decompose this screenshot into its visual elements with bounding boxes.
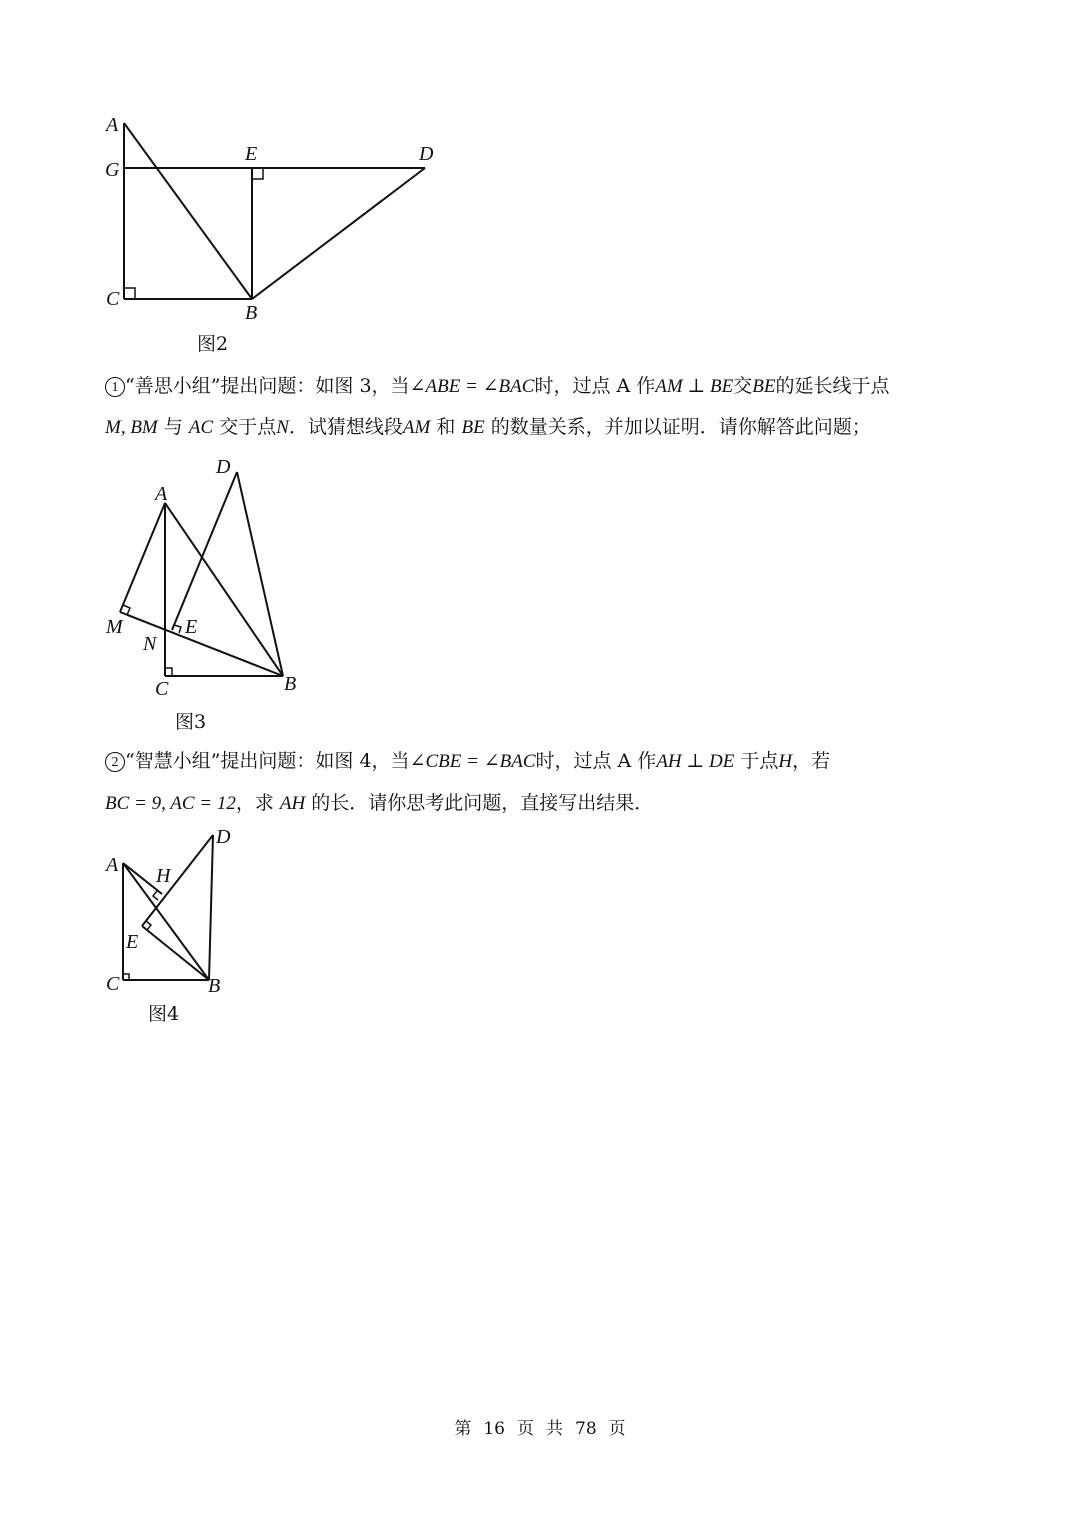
right-angle-mark-H bbox=[153, 891, 158, 900]
figure-4-caption: 图4 bbox=[148, 1003, 180, 1025]
label-C: C bbox=[106, 973, 120, 995]
figure-2-caption: 图2 bbox=[197, 333, 229, 355]
figure-4-diagram bbox=[0, 820, 260, 1000]
label-B: B bbox=[245, 302, 258, 324]
problem-2-line-1: 2 “智慧小组”提出问题：如图 4，当∠CBE = ∠BAC时，过点 A 作AH ⊥ DE 于点H，若 bbox=[105, 741, 830, 782]
label-A: A bbox=[106, 854, 119, 876]
label-B: B bbox=[208, 975, 221, 997]
right-angle-mark-C bbox=[124, 288, 135, 299]
total-pages: 78 bbox=[575, 1419, 597, 1439]
label-A: A bbox=[106, 114, 119, 136]
segment-DE bbox=[142, 835, 213, 926]
circled-number-1: 1 bbox=[105, 377, 125, 397]
label-E: E bbox=[185, 616, 198, 638]
figure-2-diagram bbox=[0, 0, 480, 330]
label-N: N bbox=[143, 633, 157, 655]
label-C: C bbox=[155, 678, 169, 700]
segment-DB bbox=[209, 835, 213, 980]
segment-DB bbox=[252, 168, 425, 299]
segment-AM bbox=[120, 503, 165, 612]
problem-2-line-2: BC = 9, AC = 12，求 AH 的长．请你思考此问题，直接写出结果． bbox=[105, 792, 654, 814]
page-number: 16 bbox=[483, 1419, 505, 1439]
circled-number-2: 2 bbox=[105, 752, 125, 772]
figure-3-diagram bbox=[0, 450, 320, 710]
label-G: G bbox=[105, 159, 120, 181]
page-footer: 第 16 页 共 78 页 bbox=[454, 1419, 626, 1439]
label-C: C bbox=[106, 288, 120, 310]
label-A: A bbox=[155, 483, 168, 505]
label-H: H bbox=[156, 865, 171, 887]
label-E: E bbox=[245, 143, 258, 165]
label-D: D bbox=[419, 143, 434, 165]
label-D: D bbox=[216, 826, 231, 848]
label-D: D bbox=[216, 456, 231, 478]
segment-AB bbox=[165, 503, 283, 676]
problem-1-line-1: 1 “善思小组”提出问题：如图 3，当∠ABE = ∠BAC时，过点 A 作AM ⊥ BE交BE的延长线于点 bbox=[105, 366, 890, 407]
label-M: M bbox=[106, 616, 123, 638]
segment-DE bbox=[172, 472, 237, 630]
segment-DB bbox=[237, 472, 283, 676]
segment-AB bbox=[124, 123, 252, 299]
right-angle-mark-E bbox=[174, 625, 181, 633]
problem-1-line-2: M, BM 与 AC 交于点N．试猜想线段AM 和 BE 的数量关系，并加以证明．请你解答此问题； bbox=[105, 416, 871, 438]
label-B: B bbox=[284, 673, 297, 695]
right-angle-mark-E bbox=[252, 168, 263, 179]
figure-3-caption: 图3 bbox=[175, 711, 207, 733]
right-angle-mark-C bbox=[165, 668, 172, 676]
label-E: E bbox=[126, 931, 139, 953]
